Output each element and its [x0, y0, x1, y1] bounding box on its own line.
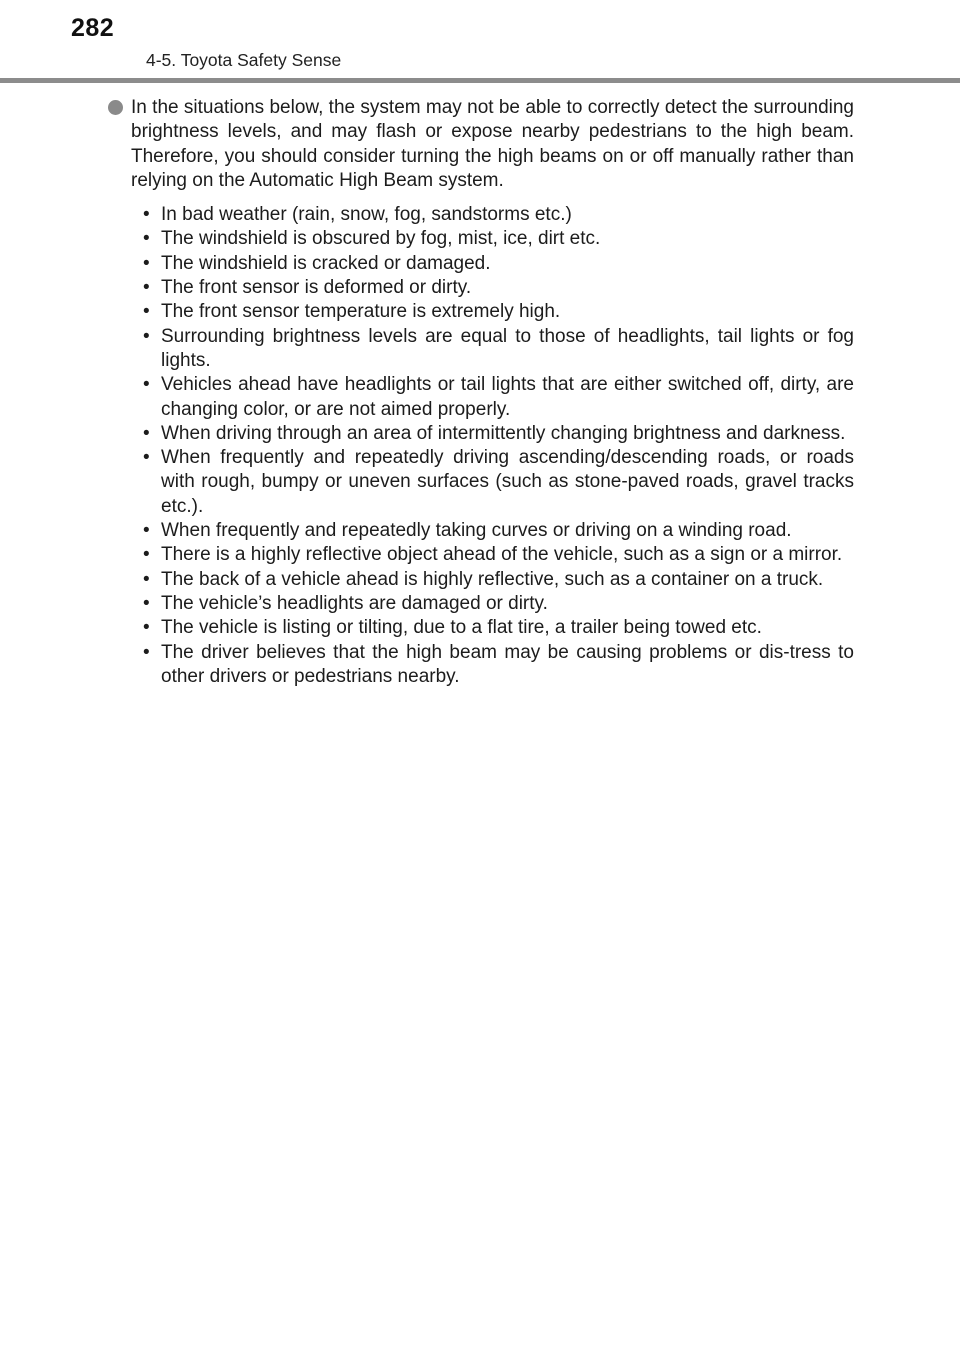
- page-number: 282: [71, 14, 115, 42]
- list-item-text: When driving through an area of intermittently changing brightness and darkness.: [161, 422, 846, 444]
- section-title: 4-5. Toyota Safety Sense: [146, 50, 342, 70]
- intro-text: In the situations below, the system may not be able to correctly detect the surrounding brightness levels, and may flash or expose nearby pedestrians to the high beam. Therefore, you should consider turning the high beams on or off manually rather than relying on the Automatic High Beam system.: [131, 97, 854, 191]
- bullet-dot-icon: •: [143, 447, 150, 469]
- list-item: [143, 616, 854, 640]
- list-item-text: In bad weather (rain, snow, fog, sandstorms etc.): [161, 204, 572, 226]
- list-item-text: The vehicle is listing or tilting, due to a flat tire, a trailer being towed etc.: [161, 617, 762, 639]
- list-item-text: There is a highly reflective object ahead of the vehicle, such as a sign or a mirror.: [161, 544, 843, 566]
- list-item-text: Vehicles ahead have headlights or tail lights that are either switched off, dirty, are changing color, or are not aimed properly.: [161, 374, 854, 420]
- list-item: [143, 325, 854, 374]
- bullet-dot-icon: •: [143, 617, 150, 639]
- page-header: [0, 0, 960, 84]
- list-item: [143, 227, 854, 251]
- page-content: [108, 96, 854, 689]
- list-item: [143, 373, 854, 422]
- bullet-dot-icon: •: [143, 374, 150, 396]
- bullet-dot-icon: •: [143, 228, 150, 250]
- list-item-text: The windshield is obscured by fog, mist, ice, dirt etc.: [161, 228, 601, 250]
- list-item: [143, 422, 854, 446]
- bullet-dot-icon: •: [143, 641, 150, 663]
- list-item: [143, 519, 854, 543]
- list-item-text: The back of a vehicle ahead is highly reflective, such as a container on a truck.: [161, 568, 824, 590]
- list-item-text: The front sensor is deformed or dirty.: [161, 277, 472, 299]
- list-item: [143, 568, 854, 592]
- bullet-dot-icon: •: [143, 422, 150, 444]
- situation-list: [108, 203, 854, 689]
- list-item-text: The windshield is cracked or damaged.: [161, 252, 491, 274]
- list-item-text: When frequently and repeatedly driving ascending/descending roads, or roads with rough, bumpy or uneven surfaces (such as stone-paved roads, gravel tracks etc.).: [161, 447, 854, 517]
- list-item: [143, 276, 854, 300]
- bullet-dot-icon: •: [143, 325, 150, 347]
- list-item-text: Surrounding brightness levels are equal to those of headlights, tail lights or fog lights.: [161, 325, 854, 371]
- list-item-text: The driver believes that the high beam may be causing problems or dis-tress to other drivers or pedestrians nearby.: [161, 641, 854, 687]
- list-item-text: The front sensor temperature is extremely high.: [161, 301, 561, 323]
- list-item: [143, 446, 854, 519]
- list-item: [143, 252, 854, 276]
- bullet-dot-icon: •: [143, 301, 150, 323]
- list-item-text: The vehicle’s headlights are damaged or dirty.: [161, 592, 548, 614]
- list-item: [143, 543, 854, 567]
- bullet-dot-icon: •: [143, 252, 150, 274]
- circle-bullet-icon: [108, 100, 123, 115]
- list-item: [143, 300, 854, 324]
- list-item: [143, 641, 854, 690]
- bullet-dot-icon: •: [143, 520, 150, 542]
- bullet-dot-icon: •: [143, 204, 150, 226]
- list-item-text: When frequently and repeatedly taking curves or driving on a winding road.: [161, 520, 792, 542]
- header-divider: [0, 78, 960, 83]
- bullet-dot-icon: •: [143, 568, 150, 590]
- bullet-dot-icon: •: [143, 544, 150, 566]
- list-item: [143, 592, 854, 616]
- intro-paragraph: [108, 96, 854, 193]
- bullet-dot-icon: •: [143, 277, 150, 299]
- bullet-dot-icon: •: [143, 592, 150, 614]
- list-item: [143, 203, 854, 227]
